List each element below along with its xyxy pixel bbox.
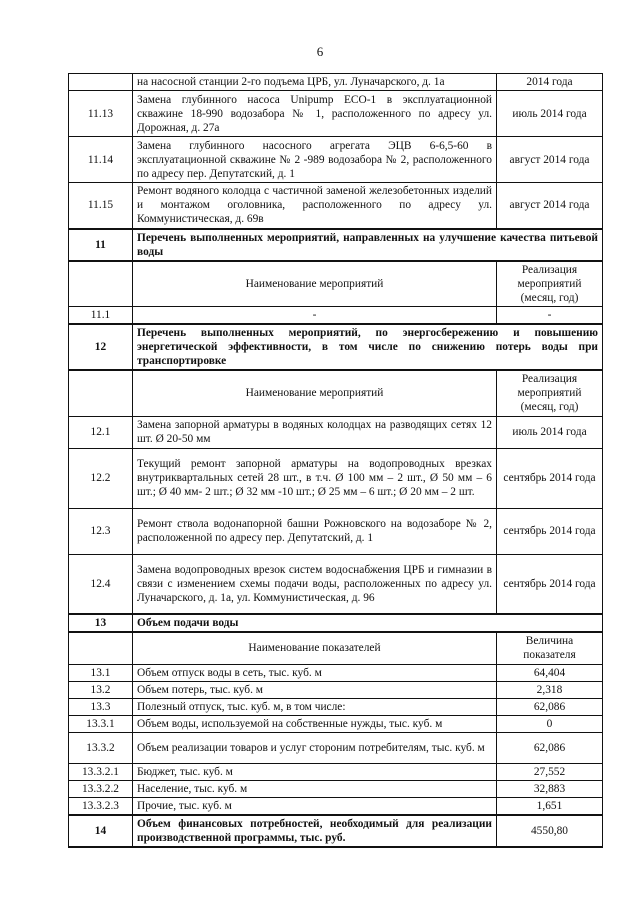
section-title: Объем финансовых потребностей, необходимый для реализации производственной программы, тыс. руб.	[133, 815, 497, 847]
column-header-value: Величина показателя	[497, 632, 603, 664]
column-header-period: Реализация мероприятий (месяц, год)	[497, 370, 603, 416]
section-title: Перечень выполненных мероприятий, по энергосбережению и повышению энергетической эффективности, в том числе по снижению потерь воды при транспортировке	[133, 324, 603, 370]
row-number: 12.1	[69, 416, 133, 448]
table-row	[69, 763, 603, 780]
row-text: -	[133, 307, 497, 325]
table-row	[69, 74, 603, 91]
row-value: 62,086	[497, 698, 603, 715]
row-value: 27,552	[497, 763, 603, 780]
row-text: Объем отпуск воды в сеть, тыс. куб. м	[133, 664, 497, 681]
column-header-period: Реализация мероприятий (месяц, год)	[497, 261, 603, 307]
table-row	[69, 780, 603, 797]
row-text: Замена глубинного насосного агрегата ЭЦВ 6-6,5-60 в эксплуатационной скважине № 2 -989 водозабора № 2, расположенного по адресу пер. Депутатский, д. 1	[133, 137, 497, 183]
row-number: 13.2	[69, 681, 133, 698]
column-header-name: Наименование мероприятий	[133, 261, 497, 307]
table-row	[69, 508, 603, 554]
section-number: 11	[69, 229, 133, 261]
row-number: 12.4	[69, 554, 133, 614]
row-value: 1,651	[497, 797, 603, 815]
table-row	[69, 416, 603, 448]
column-header-row	[69, 370, 603, 416]
row-number: 13.3.2	[69, 732, 133, 763]
section-number: 12	[69, 324, 133, 370]
row-number: 13.3.2.2	[69, 780, 133, 797]
row-number: 12.2	[69, 448, 133, 508]
row-number	[69, 74, 133, 91]
row-value: 2,318	[497, 681, 603, 698]
row-number: 11.13	[69, 91, 133, 137]
row-period: июль 2014 года	[497, 91, 603, 137]
program-table	[68, 73, 603, 848]
column-header-row	[69, 632, 603, 664]
table-row	[69, 307, 603, 325]
row-value: 0	[497, 715, 603, 732]
row-text: Объем реализации товаров и услуг стороним потребителям, тыс. куб. м	[133, 732, 497, 763]
column-header-name: Наименование мероприятий	[133, 370, 497, 416]
table-row	[69, 183, 603, 229]
row-period: 2014 года	[497, 74, 603, 91]
section-number: 13	[69, 614, 133, 632]
column-header-name: Наименование показателей	[133, 632, 497, 664]
row-period: август 2014 года	[497, 183, 603, 229]
row-period: сентябрь 2014 года	[497, 448, 603, 508]
column-header-row	[69, 261, 603, 307]
row-number: 12.3	[69, 508, 133, 554]
row-period: сентябрь 2014 года	[497, 508, 603, 554]
row-text: Население, тыс. куб. м	[133, 780, 497, 797]
row-period: -	[497, 307, 603, 325]
row-period: август 2014 года	[497, 137, 603, 183]
row-text: Бюджет, тыс. куб. м	[133, 763, 497, 780]
row-text: Текущий ремонт запорной арматуры на водопроводных врезках внутриквартальных сетей 28 шт., в т.ч. Ø 100 мм – 2 шт., Ø 50 мм – 6 шт.; Ø 40 мм- 2 шт.; Ø 32 мм -10 шт.; Ø 25 мм – 6 шт.; Ø 20 мм – 2 шт.	[133, 448, 497, 508]
row-value: 64,404	[497, 664, 603, 681]
section-11-header	[69, 229, 603, 261]
table-row	[69, 554, 603, 614]
section-number: 14	[69, 815, 133, 847]
section-title: Перечень выполненных мероприятий, направленных на улучшение качества питьевой воды	[133, 229, 603, 261]
table-row	[69, 91, 603, 137]
table-row	[69, 698, 603, 715]
table-row	[69, 448, 603, 508]
row-text: Объем воды, используемой на собственные нужды, тыс. куб. м	[133, 715, 497, 732]
section-title: Объем подачи воды	[133, 614, 603, 632]
row-text: Прочие, тыс. куб. м	[133, 797, 497, 815]
section-13-header	[69, 614, 603, 632]
row-number: 13.3	[69, 698, 133, 715]
row-value: 32,883	[497, 780, 603, 797]
row-text: Ремонт ствола водонапорной башни Рожновского на водозаборе № 2, расположенной по адресу пер. Депутатский, д. 1	[133, 508, 497, 554]
row-number: 13.3.1	[69, 715, 133, 732]
row-text: Замена глубинного насоса Unipump ECO-1 в эксплуатационной скважине 18-990 водозабора № 1, расположенного по адресу ул. Дорожная, д. 27а	[133, 91, 497, 137]
row-text: Замена запорной арматуры в водяных колодцах на разводящих сетях 12 шт. Ø 20-50 мм	[133, 416, 497, 448]
row-period: июль 2014 года	[497, 416, 603, 448]
section-value: 4550,80	[497, 815, 603, 847]
row-number: 11.15	[69, 183, 133, 229]
row-text: Полезный отпуск, тыс. куб. м, в том числе:	[133, 698, 497, 715]
page-number: 6	[316, 44, 324, 59]
row-number: 13.3.2.1	[69, 763, 133, 780]
row-number: 13.3.2.3	[69, 797, 133, 815]
row-text: Объем потерь, тыс. куб. м	[133, 681, 497, 698]
row-text: на насосной станции 2-го подъема ЦРБ, ул. Луначарского, д. 1а	[133, 74, 497, 91]
row-number: 11.1	[69, 307, 133, 325]
row-period: сентябрь 2014 года	[497, 554, 603, 614]
table-row	[69, 732, 603, 763]
table-row	[69, 715, 603, 732]
section-14-row	[69, 815, 603, 847]
row-number: 13.1	[69, 664, 133, 681]
table-row	[69, 137, 603, 183]
row-text: Ремонт водяного колодца с частичной заменой железобетонных изделий и монтажом оголовника, расположенного по адресу ул. Коммунистическая, д. 69в	[133, 183, 497, 229]
table-row	[69, 681, 603, 698]
row-text: Замена водопроводных врезок систем водоснабжения ЦРБ и гимназии в связи с изменением схемы подачи воды, расположенных по адресу ул. Луначарского, д. 1а, ул. Коммунистическая, д. 96	[133, 554, 497, 614]
table-row	[69, 664, 603, 681]
row-value: 62,086	[497, 732, 603, 763]
section-12-header	[69, 324, 603, 370]
table-row	[69, 797, 603, 815]
row-number: 11.14	[69, 137, 133, 183]
